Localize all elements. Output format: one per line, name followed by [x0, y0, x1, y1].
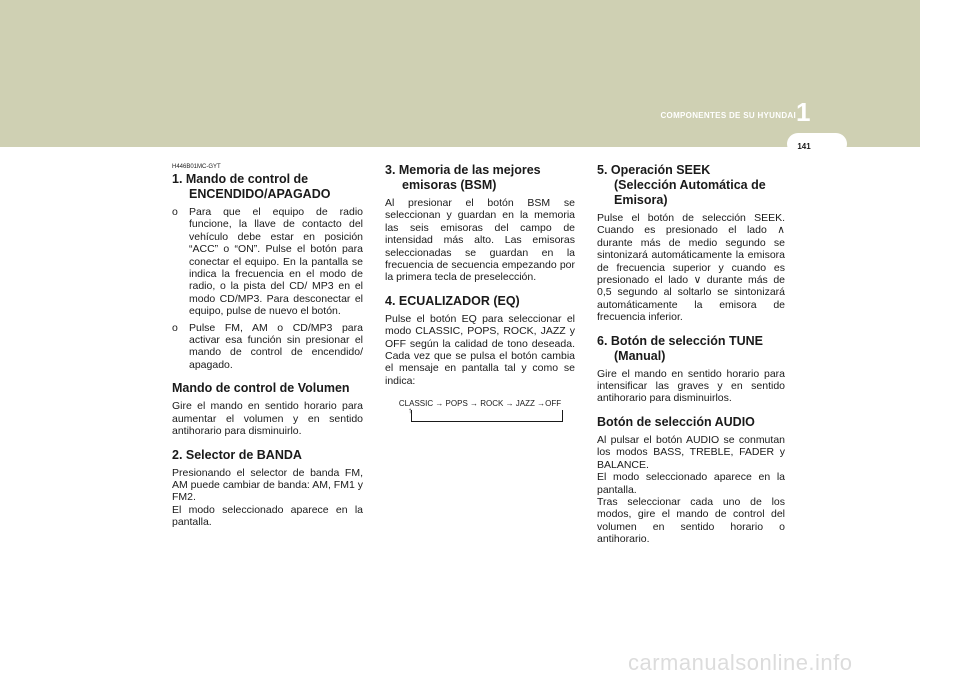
watermark: carmanualsonline.info [628, 650, 853, 675]
paragraph: Al pulsar el botón AUDIO se conmutan los modos BASS, TREBLE, FADER y BALANCE. [597, 433, 785, 471]
bullet-mark: o [172, 321, 178, 334]
section-code: H446B01MC-GYT [172, 164, 221, 170]
heading-line: 6. Botón de selección TUNE [597, 333, 764, 348]
paragraph: Gire el mando en sentido horario para aumentar el volumen y en sentido antihorario para disminuirlo. [172, 400, 363, 438]
paragraph: Pulse el botón EQ para seleccionar el modo CLASSIC, POPS, ROCK, JAZZ y OFF según la calidad de tono deseada. Cada vez que se pulsa el botón cambia el mensaje en pantalla tal y como se indica: [385, 312, 575, 387]
heading-volume: Mando de control de Volumen [172, 381, 350, 396]
heading-line: 3. Memoria de las mejores [385, 163, 541, 177]
page-number: 141 [797, 142, 811, 151]
up-arrow-icon: ↑ [408, 406, 412, 416]
paragraph: Pulse el botón de selección SEEK. Cuando es presionado el lado ∧ durante más de medio segundo se sintonizará automáticamente la emisora de frecuencia superior y cuando es presionado el lado ∨ durante más de 0,5 segundo al soltarlo se sintonizará automáticamente la emisora de frecuencia inferior. [597, 212, 785, 324]
list-item-text: Para que el equipo de radio funcione, la llave de contacto del vehículo debe estar en posición “ACC” o “ON”. Pulse el botón para conectar el equipo. En la pantalla se indica la frecuencia en el modo de radio, o la pista del CD/ MP3 en el modo CD/MP3. Para desconectar el equipo, pulse de nuevo el botón. [189, 206, 363, 318]
heading-line: Emisora) [614, 193, 668, 207]
paragraph: Gire el mando en sentido horario para intensificar las graves y en sentido antihorario para disminuirlos. [597, 367, 785, 405]
paragraph: El modo seleccionado aparece en la pantalla. [172, 503, 363, 529]
paragraph: Tras seleccionar cada uno de los modos, gire el mando de control del volumen en sentido horario o antihorario. [597, 495, 785, 546]
loop-line [562, 410, 563, 422]
column-3 [597, 160, 785, 546]
heading-line: ENCENDIDO/APAGADO [189, 187, 331, 201]
loop-line [411, 421, 563, 422]
heading-line: 1. Mando de control de [172, 172, 309, 186]
eq-sequence: CLASSIC → POPS → ROCK → JAZZ →OFF [398, 399, 562, 409]
heading-equalizer: 4. ECUALIZADOR (EQ) [385, 293, 520, 308]
list-item [172, 322, 363, 372]
heading-power-control [172, 172, 363, 202]
chapter-number: 1 [796, 97, 811, 127]
paragraph: Al presionar el botón BSM se seleccionan y guardan en la memoria las seis emisoras del campo de intensidad más alto. Las emisoras seleccionadas se guardan en la frecuencia de secuencia empezando por la primera tecla de preselección. [385, 197, 575, 284]
heading-band-selector: 2. Selector de BANDA [172, 447, 302, 462]
heading-line: (Selección Automática de [614, 178, 766, 192]
heading-seek [597, 163, 785, 208]
heading-line: 5. Operación SEEK [597, 163, 711, 177]
heading-line: emisoras (BSM) [402, 178, 497, 192]
list-item [172, 206, 363, 318]
bullet-mark: o [172, 206, 178, 218]
section-title: COMPONENTES DE SU HYUNDAI [660, 111, 796, 120]
heading-audio: Botón de selección AUDIO [597, 414, 755, 429]
eq-sequence-diagram [385, 399, 575, 422]
heading-bsm [385, 163, 575, 193]
column-1 [172, 160, 363, 529]
eq-return-loop [408, 406, 563, 422]
heading-tune [597, 334, 785, 364]
paragraph: Presionando el selector de banda FM, AM puede cambiar de banda: AM, FM1 y FM2. [172, 466, 363, 504]
paragraph: El modo seleccionado aparece en la pantalla. [597, 471, 785, 496]
list-item-text: Pulse FM, AM o CD/MP3 para activar esa función sin presionar el mando de control de encendido/ apagado. [189, 321, 363, 371]
heading-line: (Manual) [614, 348, 666, 363]
column-2 [385, 160, 575, 422]
header-band [0, 0, 920, 147]
